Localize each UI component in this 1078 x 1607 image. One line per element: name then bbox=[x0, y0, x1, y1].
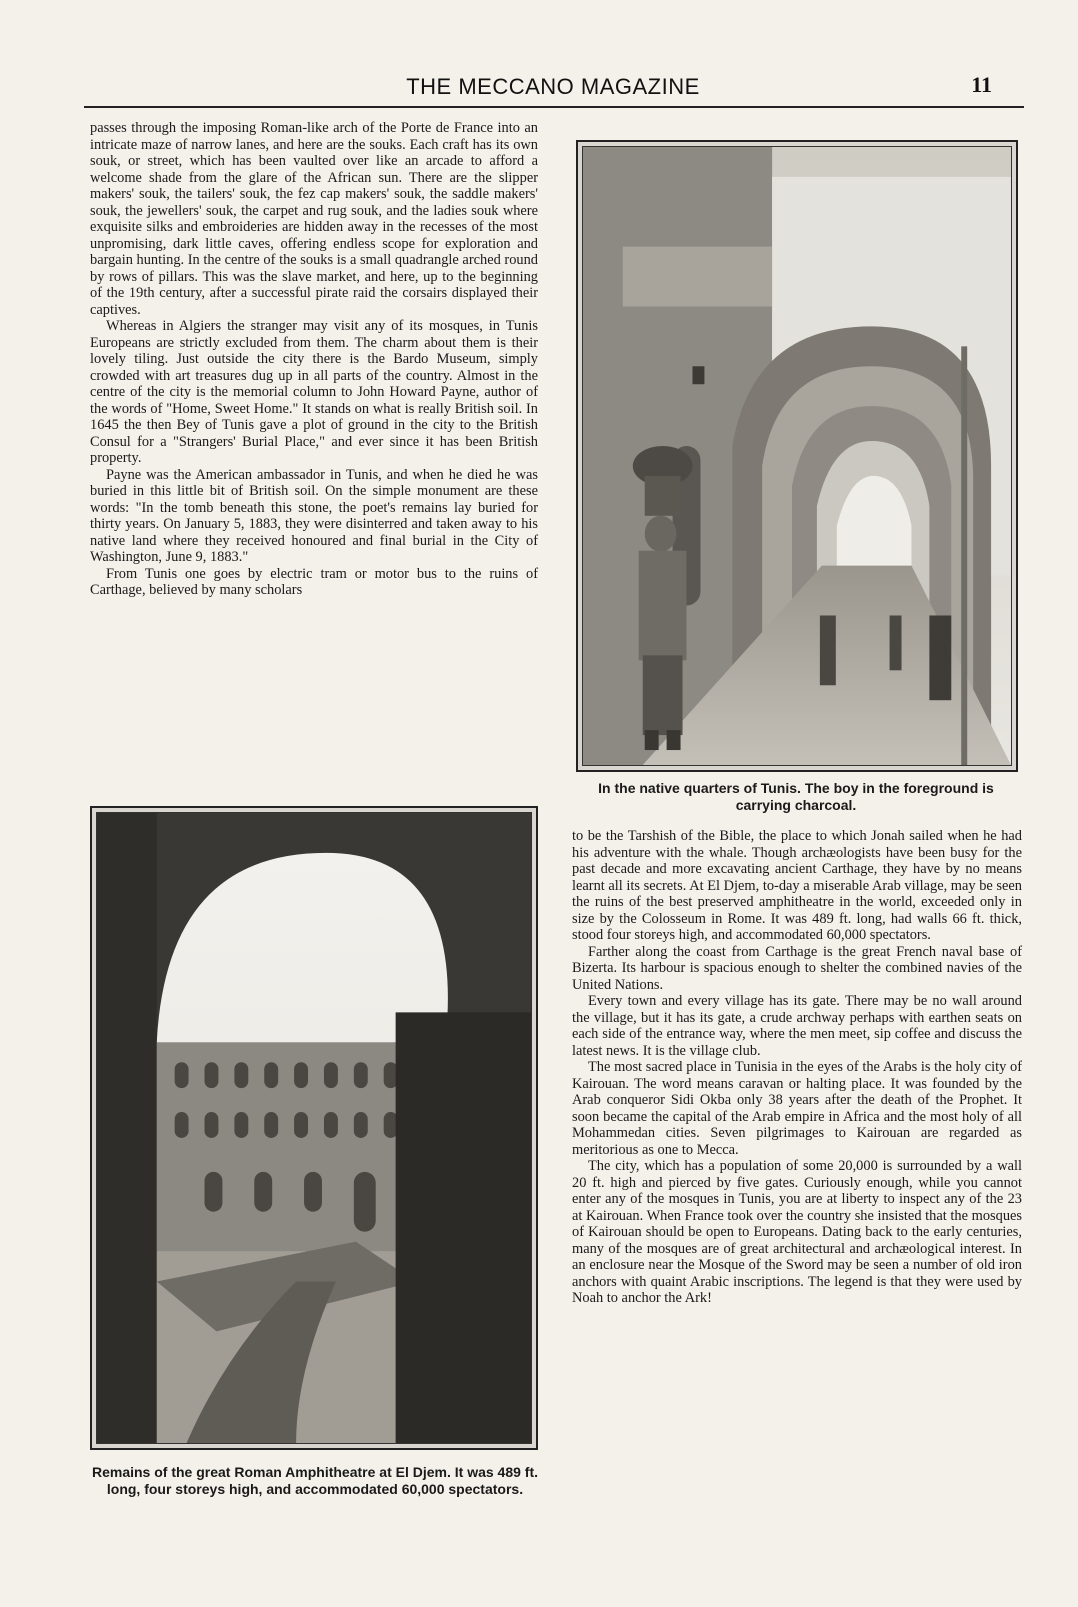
paragraph: Every town and every village has its gate. There may be no wall around the village, but it has its gate, a crude archway perhaps with earthen seats on each side of the entrance way, where the men meet, sip coffee and discuss the latest news. It is the village club. bbox=[572, 993, 1022, 1059]
paragraph: Payne was the American ambassador in Tunis, and when he died he was buried in this little bit of British soil. On the simple monument are these words: "In the tomb beneath this stone, the poet's remains lay buried for thirty years. On January 5, 1883, they were disinterred and taken away to his native land where they received honoured and final burial in the City of Washington, June 9, 1883." bbox=[90, 466, 538, 565]
caption-tunis: In the native quarters of Tunis. The boy in the foreground is carrying charcoal. bbox=[598, 780, 994, 813]
caption-el-djem: Remains of the great Roman Amphitheatre at El Djem. It was 489 ft. long, four storeys high, and accommodated 60,000 spectators. bbox=[91, 1464, 539, 1497]
paragraph: passes through the imposing Roman-like arch of the Porte de France into an intricate maze of narrow lanes, and here are the souks. Each craft has its own souk, or street, which has been vaulted over like an arcade to afford a welcome shade from the glare of the African sun. There are the slipper makers' souk, the tailers' souk, the fez cap makers' souk, the saddle makers' souk, the jewellers' souk, the carpet and rug souk, and the ladies souk where exquisite silks and embroideries are hidden away in the recesses of the most unpromising, dark little caves, offering endless scope for exploration and bargain hunting. In the centre of the souks is a small quadrangle arched round by rows of pillars. This was the slave market, and here, up to the beginning of the 19th century, after a successful pirate raid the corsairs displayed their captives. bbox=[90, 120, 538, 318]
magazine-title: THE MECCANO MAGAZINE bbox=[406, 74, 700, 99]
tunis-street-image bbox=[583, 147, 1011, 765]
right-column bbox=[572, 828, 1022, 1307]
paragraph: Farther along the coast from Carthage is the great French naval base of Bizerta. Its harbour is spacious enough to shelter the combined navies of the United Nations. bbox=[572, 943, 1022, 993]
page-number: 11 bbox=[971, 72, 992, 97]
header-rule bbox=[84, 106, 1024, 108]
left-column bbox=[90, 120, 538, 599]
paragraph: The city, which has a population of some 20,000 is surrounded by a wall 20 ft. high and pierced by five gates. Curiously enough, while you cannot enter any of the mosques in Tunis, you are at liberty to inspect any of the 23 at Kairouan. When France took over the country she insisted that the mosques of Kairouan should be open to Europeans. Dating back to the early centuries, many of the mosques are of great architectural and archæological interest. In an enclosure near the Mosque of the Sword may be seen a number of old iron anchors with quaint Arabic inscriptions. The legend is that they were used by Noah to anchor the Ark! bbox=[572, 1158, 1022, 1306]
paragraph: The most sacred place in Tunisia in the eyes of the Arabs is the holy city of Kairouan. The word means caravan or halting place. It was founded by the Arab conqueror Sidi Okba only 38 years after the death of the Prophet. It soon became the capital of the Arab empire in Africa and the most holy of all Mohammedan cities. Seven pilgrimages to Kairouan are regarded as meritorious as one to Mecca. bbox=[572, 1059, 1022, 1158]
photo-el-djem-amphitheatre bbox=[90, 806, 538, 1450]
page-header bbox=[84, 70, 1022, 102]
paragraph: to be the Tarshish of the Bible, the place to which Jonah sailed when he had his adventure with the whale. Though archæologists have been busy for the past decade and more excavating ancient Carthage, they have by no means learnt all its secrets. At El Djem, to-day a miserable Arab village, may be seen the ruins of the best preserved amphitheatre in the world, exceeded only in size by the Colosseum in Rome. It was 489 ft. long, had walls 66 ft. thick, stood four storeys high, and accommodated 60,000 spectators. bbox=[572, 828, 1022, 943]
paragraph: From Tunis one goes by electric tram or motor bus to the ruins of Carthage, believed by many scholars bbox=[90, 565, 538, 598]
amphitheatre-image bbox=[97, 813, 531, 1443]
paragraph: Whereas in Algiers the stranger may visit any of its mosques, in Tunis Europeans are strictly excluded from them. The charm about them is their lovely tiling. Just outside the city there is the Bardo Museum, simply crowded with art treasures dug up in all parts of the country. Almost in the centre of the city is the memorial column to John Howard Payne, author of the words of "Home, Sweet Home." It stands on what is really British soil. In 1645 the then Bey of Tunis gave a plot of ground in the city to the British Consul for a "Strangers' Burial Place," and ever since it has been British property. bbox=[90, 318, 538, 466]
photo-tunis-street bbox=[576, 140, 1018, 772]
